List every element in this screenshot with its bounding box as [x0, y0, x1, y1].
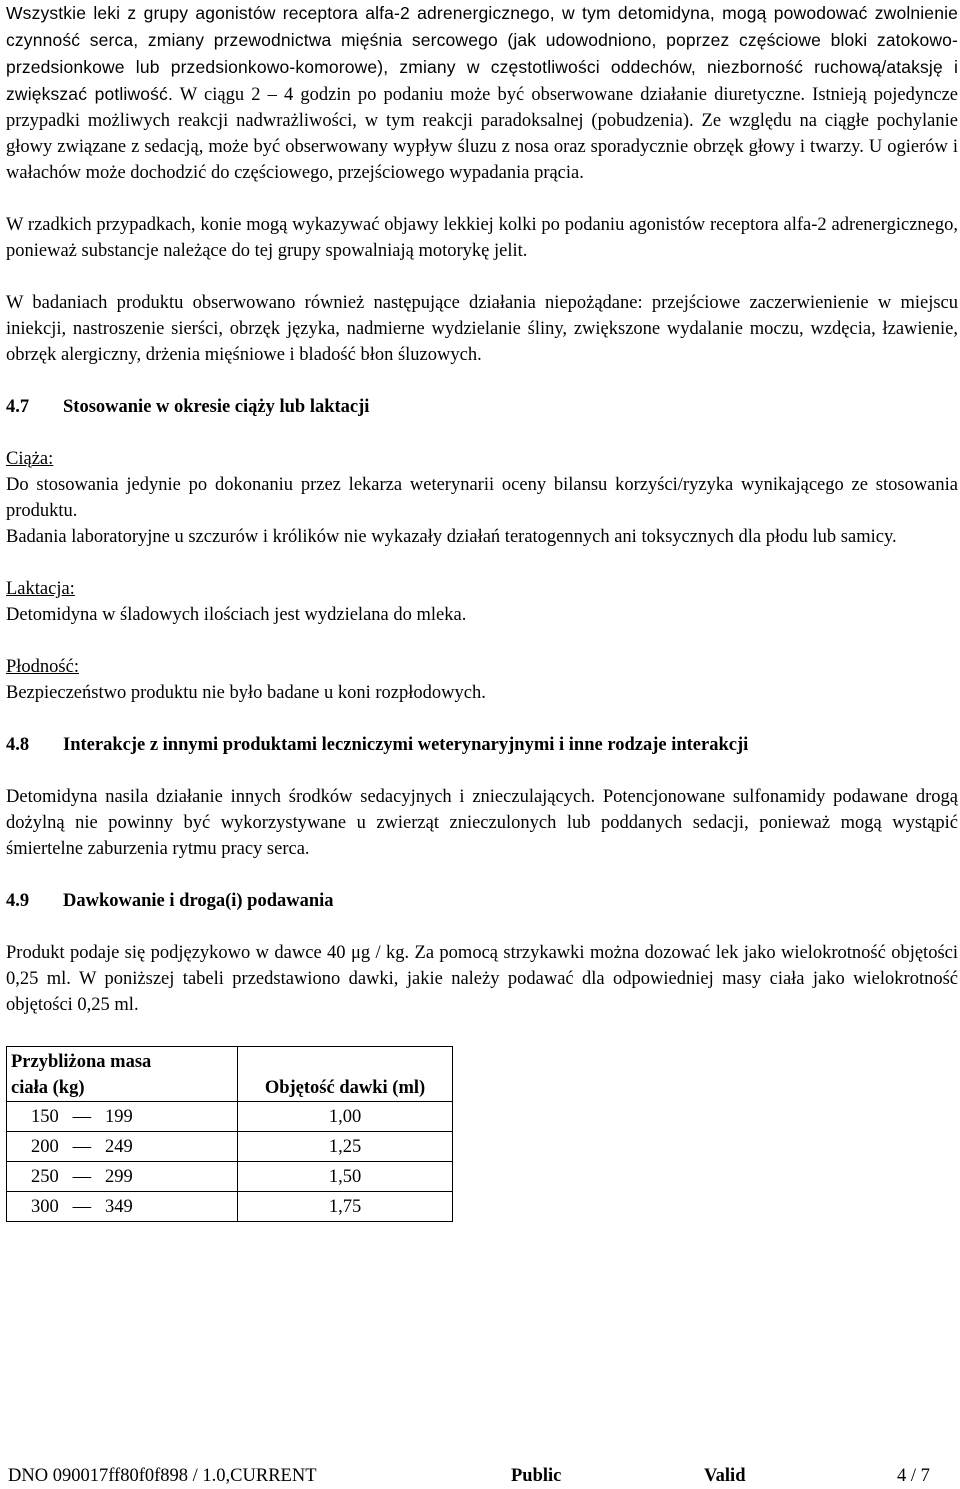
section-4-8-number: 4.8: [6, 735, 30, 755]
footer-status: Valid: [704, 1466, 746, 1486]
pregnancy-text-2: Badania laboratoryjne u szczurów i królików nie wykazały działań teratogennych ani toksycznych dla płodu lub samicy.: [6, 527, 897, 547]
pregnancy-text-1: Do stosowania jedynie po dokonaniu przez lekarza weterynarii oceny bilansu korzyści/ryzyka wynikającego ze stosowania produktu.: [6, 475, 958, 521]
section-4-7-title: Stosowanie w okresie ciąży lub laktacji: [63, 397, 370, 417]
table-cell-dose: 1,25: [238, 1132, 453, 1162]
section-4-7-number: 4.7: [6, 397, 30, 417]
table-cell-dose: 1,50: [238, 1162, 453, 1192]
dose-table-header-weight: Przybliżona masa ciała (kg): [7, 1047, 238, 1102]
section-4-9-title: Dawkowanie i droga(i) podawania: [63, 891, 334, 911]
section-4-9-number: 4.9: [6, 891, 30, 911]
paragraph-adverse-effects-part-b: W ciągu 2 – 4 godzin po podaniu może być obserwowane działanie diuretyczne. Istnieją pojedyncze przypadki możliwych reakcji nadwrażliwości, w tym reakcji paradoksalnej (pobudzenia).: [6, 85, 958, 131]
section-4-9-text: Produkt podaje się podjęzykowo w dawce 40 μg / kg. Za pomocą strzykawki można dozować lek jako wielokrotność objętości 0,25 ml. W poniższej tabeli przedstawiono dawki, jakie należy podawać dla odpowiedniej masy ciała jako wielokrotność objętości 0,25 ml.: [6, 943, 958, 1015]
document-page: [6, 0, 958, 1222]
footer-page-number: 4 / 7: [897, 1466, 930, 1486]
paragraph-adverse-effects-part-c: Ze względu na ciągłe pochylanie głowy związane z sedacją, może być obserwowany wypływ śluzu z nosa oraz sporadycznie obrzęk głowy i twarzy. U ogierów i wałachów może dochodzić do częściowego, przejściowego wypadania prącia.: [6, 111, 958, 183]
footer-doc-id: DNO 090017ff80f0f898 / 1.0,CURRENT: [8, 1466, 317, 1486]
fertility-text: Bezpieczeństwo produktu nie było badane u koni rozpłodowych.: [6, 683, 486, 703]
table-cell-dose: 1,00: [238, 1102, 453, 1132]
section-4-7-heading: [6, 394, 958, 420]
paragraph-colic: W rzadkich przypadkach, konie mogą wykazywać objawy lekkiej kolki po podaniu agonistów receptora alfa-2 adrenergicznego, ponieważ substancje należące do tej grupy spowalniają motorykę jelit.: [6, 215, 958, 261]
page-footer: [8, 1463, 953, 1489]
fertility-label: Płodność:: [6, 657, 79, 677]
paragraph-study-effects: W badaniach produktu obserwowano również następujące działania niepożądane: przejściowe zaczerwienienie w miejscu iniekcji, nastroszenie sierści, obrzęk języka, nadmierne wydzielanie śliny, zwiększone wydalanie moczu, wzdęcia, łzawienie, obrzęk alergiczny, drżenia mięśniowe i bladość błon śluzowych.: [6, 293, 958, 365]
section-4-8-heading: [6, 732, 958, 758]
dose-table-header-volume: Objętość dawki (ml): [238, 1047, 453, 1102]
table-row: [7, 1132, 453, 1162]
lactation-text: Detomidyna w śladowych ilościach jest wydzielana do mleka.: [6, 605, 467, 625]
section-4-8-text: Detomidyna nasila działanie innych środków sedacyjnych i znieczulających. Potencjonowane sulfonamidy podawane drogą dożylną nie powinny być wykorzystywane u zwierząt znieczulonych lub poddanych sedacji, ponieważ mogą wystąpić śmiertelne zaburzenia rytmu pracy serca.: [6, 787, 958, 859]
lactation-label: Laktacja:: [6, 579, 75, 599]
pregnancy-label: Ciąża:: [6, 449, 54, 469]
table-row: [7, 1192, 453, 1222]
table-cell-dose: 1,75: [238, 1192, 453, 1222]
dose-table: [6, 1046, 453, 1222]
section-4-8-title: Interakcje z innymi produktami leczniczymi weterynaryjnymi i inne rodzaje interakcji: [63, 735, 749, 755]
section-4-9-heading: [6, 888, 958, 914]
paragraph-adverse-effects-part-a: Wszystkie leki z grupy agonistów receptora alfa-2 adrenergicznego, w tym detomidyna, mogą powodować zwolnienie czynność serca, zmiany przewodnictwa mięśnia sercowego (jak udowodniono, poprzez częściowe bloki zatokowo-przedsionkowe lub przedsionkowo-komorowe), zmiany w częstotliwości oddechów, niezborność ruchową/ataksję i zwiększać potliwość.: [6, 3, 958, 104]
table-cell-weight: 150 — 199: [7, 1102, 238, 1132]
paragraph-adverse-effects: [6, 0, 958, 186]
table-cell-weight: 250 — 299: [7, 1162, 238, 1192]
table-row: [7, 1162, 453, 1192]
table-row: [7, 1102, 453, 1132]
footer-classification: Public: [511, 1466, 562, 1486]
dose-table-header: [7, 1047, 453, 1102]
table-cell-weight: 200 — 249: [7, 1132, 238, 1162]
table-cell-weight: 300 — 349: [7, 1192, 238, 1222]
